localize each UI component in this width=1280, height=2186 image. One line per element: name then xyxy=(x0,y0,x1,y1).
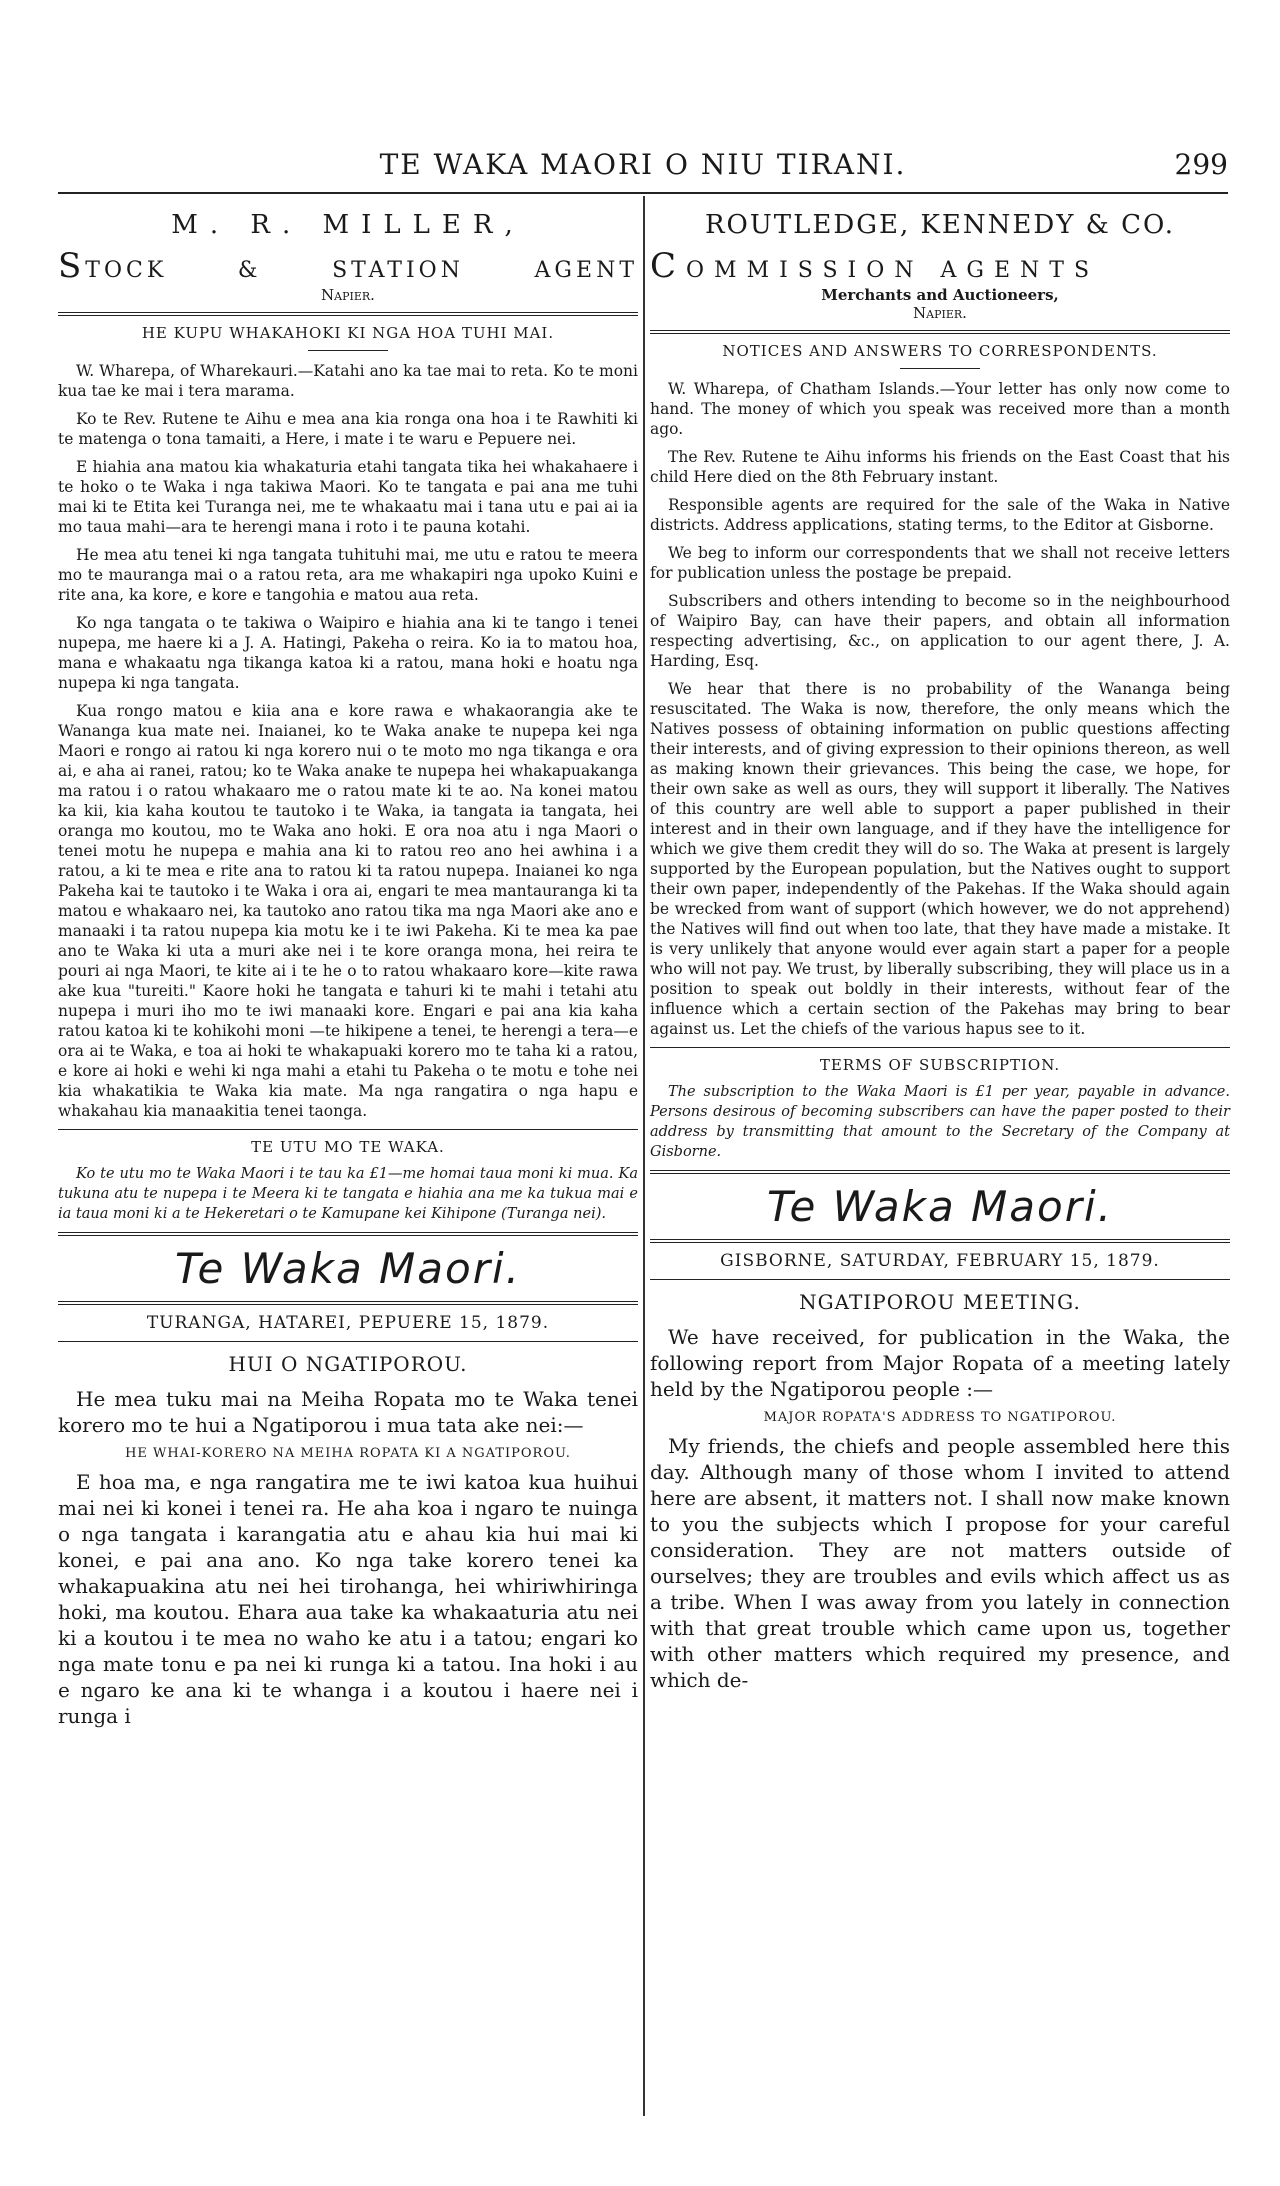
divider xyxy=(650,1239,1230,1243)
left-para: Ko nga tangata o te takiwa o Waipiro e hiahia ana ki te tango i tenei nupepa, me haere ki a J. A. Hatingi, Pakeha o reira. Ko ia to matou hoa, mana e whakaatu nga tikanga katoa ki a ratou, mana hoki e hoatu nga nupepa ki nga tangata. xyxy=(58,614,638,692)
divider xyxy=(58,1341,638,1342)
right-column xyxy=(650,196,1230,1701)
left-article-body: E hoa ma, e nga rangatira me te iwi katoa kua huihui mai nei ki konei i tenei ra. He aha koa i ngaro te nuinga o nga tangata i karangatia atu e ahau kia hui mai ki konei, e pai ana ano. Ko nga take korero tenei ka whakapuakina atu nei hei tirohanga, hei whiriwhiringa hoki, ma koutou. Ehara aua take ka whakaaturia atu nei ki a koutou i te mea no waho ke atu i a tatou; engari ko nga mate tonu e pa nei ki runga ki a tatou. Ina hoki i au e ngaro ke ana ki te whanga i a koutou i haere nei i runga i xyxy=(58,1470,638,1728)
left-para: E hiahia ana matou kia whakaturia etahi tangata tika hei whakahaere i te hoko o te Waka i nga takiwa Maori. Ko te tangata e pai ana me tuhi mai ki te Etita kei Turanga nei, me te whakaatu mai i tana utu e pai ai ia mo taua mahi—ara te herengi mana i roto i te pauna kotahi. xyxy=(58,458,638,536)
divider xyxy=(650,1047,1230,1048)
routledge-ad-initial: C xyxy=(650,246,687,286)
divider xyxy=(58,1232,638,1236)
divider xyxy=(650,1170,1230,1174)
right-para: W. Wharepa, of Chatham Islands.—Your letter has only now come to hand. The money of which you speak was received more than a month ago. xyxy=(650,380,1230,438)
miller-ad-initial: S xyxy=(58,246,86,286)
page-title: TE WAKA MAORI O NIU TIRANI. xyxy=(379,148,907,181)
right-sub-text: The subscription to the Waka Maori is £1 per year, payable in advance. Persons desirous of becoming subscribers can have the paper posted to their address by transmitting that amount to the Secretary of the Company at Gisborne. xyxy=(650,1084,1230,1160)
short-rule xyxy=(308,350,388,351)
right-para: The Rev. Rutene te Aihu informs his friends on the East Coast that his child Here died on the 8th February instant. xyxy=(650,448,1230,486)
left-date: TURANGA, HATAREI, PEPUERE 15, 1879. xyxy=(146,1313,550,1333)
left-para: Ko te Rev. Rutene te Aihu e mea ana kia ronga ona hoa i te Rawhiti ki te matenga o tona tamaiti, a Here, i mate i te waru e Pepuere nei. xyxy=(58,410,638,448)
divider xyxy=(650,330,1230,334)
right-para: We hear that there is no probability of the Wananga being resuscitated. The Waka is now, therefore, the only means which the Natives possess of obtaining information on public questions affecting their interests, and of giving expression to their opinions thereon, as well as making known their grievances. This being the case, we hope, for their own sake as well as ours, they will support it liberally. The Natives of this country are well able to support a paper published in their interest and in their own language, and if they have the intelligence for which we give them credit they will do so. The Waka at present is largely supported by the European population, but the Natives ought to support their own paper, independently of the Pakehas. If the Waka should again be wrecked from want of support (which however, we do not apprehend) the Natives will find out when too late, that they have made a mistake. It is very unlikely that anyone would ever again start a paper for a people who will not pay. We trust, by liberally subscribing, they will place us in a position to speak out boldly in their interests, without fear of the influence which a certain section of the Pakehas may bring to bear against us. Let the chiefs of the various hapus see to it. xyxy=(650,680,1230,1038)
miller-ad-name: M. R. MILLER, xyxy=(171,210,525,240)
miller-ad-line xyxy=(58,246,638,286)
left-para: W. Wharepa, of Wharekauri.—Katahi ano ka tae mai to reta. Ko te moni kua tae ke mai i tera marama. xyxy=(58,362,638,400)
column-divider xyxy=(643,196,645,2116)
right-para: Subscribers and others intending to become so in the neighbourhood of Waipiro Bay, can have their papers, and obtain all information respecting advertising, &c., on application to our agent there, J. A. Harding, Esq. xyxy=(650,592,1230,670)
left-section-heading: HE KUPU WHAKAHOKI KI NGA HOA TUHI MAI. xyxy=(141,324,555,342)
right-logo: Te Waka Maori. xyxy=(767,1182,1113,1231)
short-rule xyxy=(900,368,980,369)
routledge-ad-place: Napier. xyxy=(913,304,967,322)
right-para: Responsible agents are required for the sale of the Waka in Native districts. Address applications, stating terms, to the Editor at Gisborne. xyxy=(650,496,1230,534)
left-article-sub: HE WHAI-KORERO NA MEIHA ROPATA KI A NGATIPOROU. xyxy=(125,1446,571,1461)
top-rule xyxy=(58,192,1228,194)
routledge-ad-word: OMMISSION AGENTS xyxy=(686,258,1100,283)
left-para: He mea atu tenei ki nga tangata tuhituhi mai, me utu e ratou te meera mo te mauranga mai o a ratou reta, ara me whakapiri nga upoko Kuini e rite ana, ka kore, e kore e tangohia e matou aua reta. xyxy=(58,546,638,604)
left-article-heading: HUI O NGATIPOROU. xyxy=(228,1352,468,1376)
miller-ad-word-1: TOCK xyxy=(85,258,168,283)
left-article-intro: He mea tuku mai na Meiha Ropata mo te Waka tenei korero mo te hui a Ngatiporou i mua tata ake nei:— xyxy=(58,1387,638,1437)
miller-ad-place: Napier. xyxy=(321,286,375,304)
miller-ad-word-3: AGENT xyxy=(534,258,638,283)
newspaper-page xyxy=(58,0,1228,2186)
left-logo: Te Waka Maori. xyxy=(175,1244,521,1293)
divider xyxy=(650,1279,1230,1280)
divider xyxy=(58,1129,638,1130)
right-article-body: My friends, the chiefs and people assembled here this day. Although many of those whom I invited to attend here are absent, it matters not. I shall now make known to you the subjects which I propose for your careful consideration. They are not matters outside of ourselves; they are troubles and evils which affect us as a tribe. When I was away from you lately in connection with that great trouble which came upon us, together with other matters which required my presence, and which de- xyxy=(650,1434,1230,1692)
left-sub-heading: TE UTU MO TE WAKA. xyxy=(251,1138,445,1156)
left-para: Kua rongo matou e kiia ana e kore rawa e whakaorangia ake te Wananga kua mate nei. Inaianei, ko te Waka anake te nupepa kei nga Maori e rongo ai ratou ki nga korero nui o te moto mo nga tikanga e ora ai, e aha ai ranei, ratou; ko te Waka anake te nupepa hei whakapuakanga ma ratou i o ratou whakaaro me o ratou mate ki te ao. Na konei matou ka kii, kia kaha koutou te tautoko i te Waka, ia tangata ia tangata, hei oranga mo koutou, mo te Waka ano hoki. E ora noa atu i nga Maori o tenei motu he nupepa e mahia ana ki to ratou reo ano hei awhina i a ratou, a ki te mea e rite ana to ratou ki ta ratou nupepa. Inaianei ko nga Pakeha kai te tautoko i te Waka i ora ai, engari te mea mantauranga ki ta matou e whakaaro nei, ka tautoko ano ratou tika ma nga Maori ake ano e manaaki i ta ratou nupepa kia motu ke i te iwi Pakeha. Ki te mea ka pae ano te Waka ki uta a muri ake nei i te kore oranga mona, hei reira te pouri ai nga Maori, te kite ai i te he o to ratou whakaaro kore—kite rawa ake kua "tureiti." Kaore hoki he tangata e tahuri ki te mahi i tetahi atu nupepa i muri iho mo te iwi manaaki kore. Engari e pai ana kia kaha ratou katoa ki te kohikohi moni —te hikipene a tenei, te herengi a tera—e ora ai te Waka, e toa ai hoki te whakapuaki korero mo te taha ki a ratou, e kore ai hoki e wehi ki nga mahi a etahi tu Pakeha o te motu e tohe nei kia whakatikia te Waka kia mate. Ma nga rangatira o nga hapu e whakahau kia manaakitia tenei taonga. xyxy=(58,702,638,1120)
routledge-ad-sub: Merchants and Auctioneers, xyxy=(821,286,1059,304)
right-article-sub: MAJOR ROPATA'S ADDRESS TO NGATIPOROU. xyxy=(763,1410,1117,1425)
right-article-intro: We have received, for publication in the Waka, the following report from Major Ropata of a meeting lately held by the Ngatiporou people :— xyxy=(650,1325,1230,1401)
right-date: GISBORNE, SATURDAY, FEBRUARY 15, 1879. xyxy=(720,1251,1160,1271)
divider xyxy=(58,1301,638,1305)
right-section-heading: NOTICES AND ANSWERS TO CORRESPONDENTS. xyxy=(722,342,1158,360)
miller-ad-amp: & xyxy=(237,258,262,283)
masthead xyxy=(58,148,1228,188)
left-column xyxy=(58,196,638,1737)
left-sub-text: Ko te utu mo te Waka Maori i te tau ka £1—me homai taua moni ki mua. Ka tukuna atu te nupepa i te Meera ki te tangata e hiahia ana me ka tukua mai e ia taua moni ki a te Hekeretari o te Kamupane kei Kihipone (Turanga nei). xyxy=(58,1166,638,1222)
routledge-ad-line xyxy=(650,246,1230,286)
right-sub-heading: TERMS OF SUBSCRIPTION. xyxy=(819,1056,1061,1074)
right-para: We beg to inform our correspondents that we shall not receive letters for publication unless the postage be prepaid. xyxy=(650,544,1230,582)
miller-ad-word-2: STATION xyxy=(332,258,464,283)
divider xyxy=(58,312,638,316)
right-article-heading: NGATIPOROU MEETING. xyxy=(799,1290,1081,1314)
routledge-ad-name: ROUTLEDGE, KENNEDY & CO. xyxy=(704,210,1176,240)
page-number: 299 xyxy=(1174,148,1228,181)
